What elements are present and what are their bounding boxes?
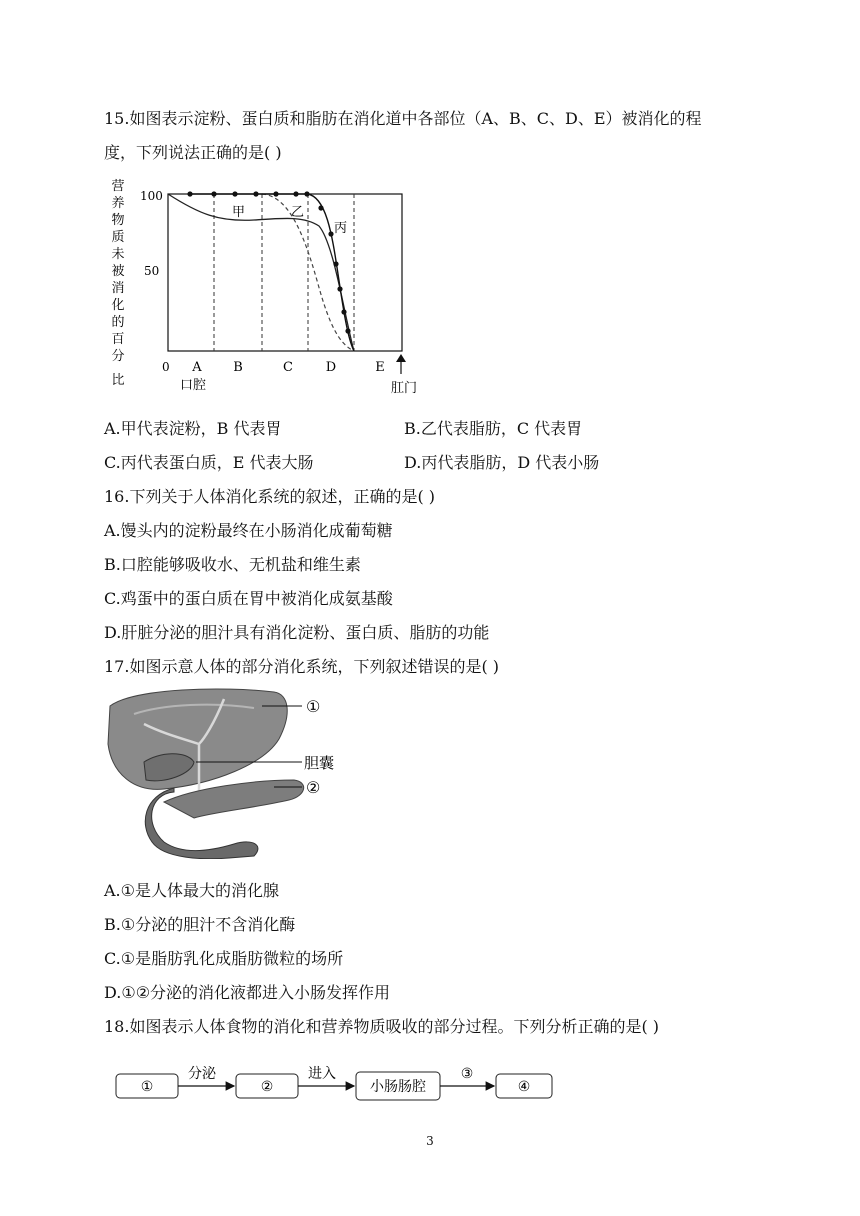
q16-option-d: D.肝脏分泌的胆汁具有消化淀粉、蛋白质、脂肪的功能: [104, 623, 490, 642]
xtick-C: C: [283, 360, 293, 375]
digestion-flowchart: [104, 1058, 564, 1108]
ytick-0: 0: [162, 360, 170, 374]
ylabel-char: 营: [111, 179, 125, 194]
ylabel-char: 未: [111, 247, 125, 262]
q17-option-b: B.①分泌的胆汁不含消化酶: [104, 915, 296, 934]
q16-stem: 16.下列关于人体消化系统的叙述，正确的是( ): [104, 487, 436, 506]
q15-option-a: A.甲代表淀粉，B 代表胃: [104, 419, 282, 438]
xtick-D: D: [325, 360, 337, 375]
q16-option-a: A.馒头内的淀粉最终在小肠消化成葡萄糖: [104, 521, 393, 540]
q17-stem: 17.如图示意人体的部分消化系统，下列叙述错误的是( ): [104, 657, 500, 676]
xtick-A: A: [192, 360, 202, 375]
ylabel-char: 被: [111, 264, 125, 279]
label-pancreas: ②: [306, 778, 321, 797]
anus-arrow: [396, 354, 406, 362]
label-liver: ①: [306, 697, 321, 716]
ylabel-char: 质: [111, 230, 125, 245]
liver-pancreas-illustration: [104, 684, 344, 859]
label-gallbladder: 胆囊: [304, 754, 335, 772]
curve-bing-markers: [187, 191, 350, 333]
flow-arrow-3-label: ③: [460, 1066, 474, 1082]
q15-stem-line2: 度，下列说法正确的是( ): [104, 143, 282, 162]
mouth-label: 口腔: [180, 378, 207, 393]
ylabel-char: 物: [111, 213, 125, 228]
flow-box-1-label: ①: [140, 1079, 154, 1095]
q18-stem: 18.如图表示人体食物的消化和营养物质吸收的部分过程。下列分析正确的是( ): [104, 1017, 660, 1036]
label-jia: 甲: [232, 205, 246, 220]
q15-option-c: C.丙代表蛋白质，E 代表大肠: [104, 453, 314, 472]
ylabel-char: 分: [111, 349, 125, 364]
label-bing: 丙: [334, 221, 348, 236]
ylabel-char: 化: [111, 298, 125, 313]
xtick-B: B: [233, 360, 243, 375]
label-yi: 乙: [291, 205, 305, 220]
xtick-E: E: [375, 360, 385, 375]
ytick-50: 50: [144, 264, 160, 278]
q15-option-d: D.丙代表脂肪，D 代表小肠: [404, 453, 600, 472]
q17-option-c: C.①是脂肪乳化成脂肪微粒的场所: [104, 949, 344, 968]
flow-box-2-label: ②: [260, 1079, 274, 1095]
anus-label: 肛门: [391, 381, 418, 396]
ylabel-char: 比: [111, 373, 125, 388]
ytick-100: 100: [140, 189, 163, 203]
flow-arrow-1-label: 分泌: [188, 1066, 216, 1082]
q16-option-b: B.口腔能够吸收水、无机盐和维生素: [104, 555, 361, 574]
ylabel-char: 的: [111, 315, 125, 330]
q15-option-b: B.乙代表脂肪，C 代表胃: [404, 419, 583, 438]
flow-arrow-2-label: 进入: [308, 1066, 336, 1082]
flow-box-3-label: 小肠肠腔: [370, 1079, 426, 1095]
graph-frame: [168, 194, 402, 351]
graph-ylabel: [111, 179, 124, 388]
digestion-graph: [104, 174, 424, 404]
ylabel-char: 养: [111, 196, 125, 211]
page-number: 3: [426, 1134, 434, 1148]
q15-stem-line1: 15.如图表示淀粉、蛋白质和脂肪在消化道中各部位（A、B、C、D、E）被消化的程: [104, 109, 702, 128]
q16-option-c: C.鸡蛋中的蛋白质在胃中被消化成氨基酸: [104, 589, 393, 608]
curve-bing: [190, 194, 354, 351]
q17-option-a: A.①是人体最大的消化腺: [104, 881, 279, 900]
flow-box-4-label: ④: [517, 1079, 531, 1095]
ylabel-char: 百: [111, 332, 125, 347]
q17-option-d: D.①②分泌的消化液都进入小肠发挥作用: [104, 983, 391, 1002]
ylabel-char: 消: [111, 281, 125, 296]
